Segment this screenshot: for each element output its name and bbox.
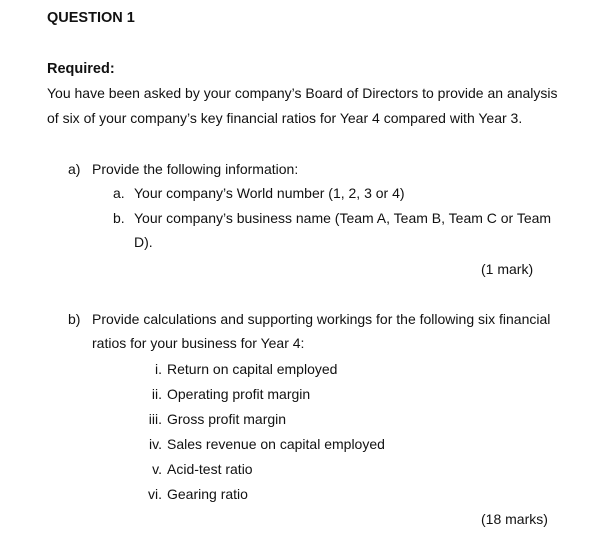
ratio-item [0,361,603,381]
part-a-text: Provide the following information: [92,161,299,177]
part-b-continuation: ratios for your business for Year 4: [92,335,305,351]
ratio-label: iii. [148,411,162,427]
item-text: Your company’s business name (Team A, Team B, Team C or Team [134,210,552,226]
ratio-label: ii. [151,386,162,402]
part-b-marks: (18 marks) [481,511,548,527]
ratio-label: iv. [149,436,162,452]
ratio-item [0,461,603,481]
item-text: Your company’s World number (1, 2, 3 or 4) [134,185,405,201]
ratio-label: i. [155,361,162,377]
ratio-text: Gross profit margin [167,411,287,427]
ratio-text: Sales revenue on capital employed [167,436,385,452]
item-label: b. [113,210,125,226]
intro-line-1: You have been asked by your company’s Board of Directors to provide an analysis [47,85,558,101]
question-title: QUESTION 1 [47,10,135,26]
ratio-text: Acid-test ratio [167,461,253,477]
ratio-label: vi. [148,486,162,502]
part-a-marks: (1 mark) [481,261,534,277]
part-a-item-a [113,185,405,201]
part-a-item-b [113,210,551,226]
part-a-prompt [68,161,298,177]
ratio-label: v. [152,461,162,477]
intro-line-2: of six of your company’s key financial ratios for Year 4 compared with Year 3. [47,110,523,126]
part-b-label: b) [68,311,81,327]
ratio-item [0,486,603,506]
required-heading: Required: [47,61,115,77]
ratio-text: Gearing ratio [167,486,248,502]
ratio-item [0,386,603,406]
item-label: a. [113,185,125,201]
ratio-item [0,436,603,456]
ratio-item [0,411,603,431]
part-a-label: a) [68,161,81,177]
part-b-text: Provide calculations and supporting workings for the following six financial [92,311,551,327]
part-a-item-b-continuation: D). [134,234,153,250]
ratio-text: Operating profit margin [167,386,311,402]
ratio-text: Return on capital employed [167,361,338,377]
part-b-prompt [68,311,550,327]
